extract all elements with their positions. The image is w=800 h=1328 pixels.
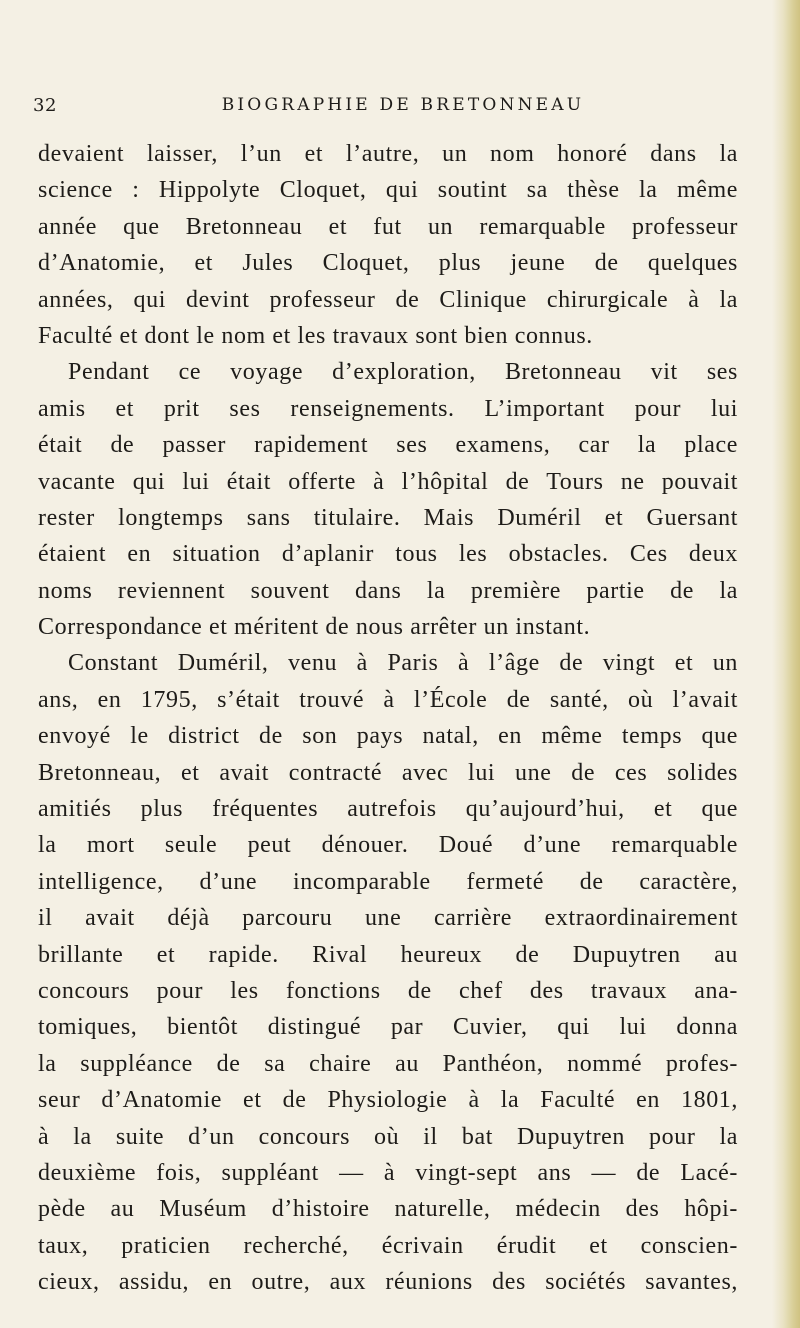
text-line: Correspondance et méritent de nous arrêter un instant.	[38, 614, 591, 641]
text-line: Faculté et dont le nom et les travaux sont bien connus.	[38, 322, 593, 349]
page-edge-shadow	[772, 0, 800, 1328]
text-line: à la suite d’un concours où il bat Dupuytren pour la	[38, 1123, 738, 1150]
text-line: Pendant ce voyage d’exploration, Bretonneau vit ses	[68, 359, 738, 386]
text-line: Bretonneau, et avait contracté avec lui une de ces solides	[38, 759, 738, 786]
text-line: rester longtemps sans titulaire. Mais Duméril et Guersant	[38, 504, 738, 531]
text-line: deuxième fois, suppléant — à vingt-sept ans — de Lacé-	[38, 1159, 738, 1186]
text-line: la suppléance de sa chaire au Panthéon, nommé profes-	[38, 1050, 738, 1077]
text-line: année que Bretonneau et fut un remarquable professeur	[38, 213, 738, 240]
text-line: étaient en situation d’aplanir tous les obstacles. Ces deux	[38, 541, 738, 568]
text-line: science : Hippolyte Cloquet, qui soutint sa thèse la même	[38, 177, 738, 204]
text-line: d’Anatomie, et Jules Cloquet, plus jeune de quelques	[38, 250, 738, 277]
page-number: 32	[33, 95, 57, 116]
text-line: envoyé le district de son pays natal, en même temps que	[38, 723, 738, 750]
text-line: vacante qui lui était offerte à l’hôpital de Tours ne pouvait	[38, 468, 738, 495]
text-line: brillante et rapide. Rival heureux de Dupuytren au	[38, 941, 738, 968]
text-line: la mort seule peut dénouer. Doué d’une remarquable	[38, 832, 738, 859]
text-line: concours pour les fonctions de chef des travaux ana-	[38, 977, 738, 1004]
body-text	[38, 136, 738, 1301]
page-header	[33, 95, 743, 119]
text-line: ans, en 1795, s’était trouvé à l’École de santé, où l’avait	[38, 686, 738, 713]
text-line: pède au Muséum d’histoire naturelle, médecin des hôpi-	[38, 1196, 738, 1223]
text-line: devaient laisser, l’un et l’autre, un nom honoré dans la	[38, 141, 738, 167]
running-title: BIOGRAPHIE DE BRETONNEAU	[221, 95, 585, 115]
text-line: noms reviennent souvent dans la première partie de la	[38, 577, 738, 604]
text-line: intelligence, d’une incomparable fermeté de caractère,	[38, 868, 738, 895]
text-line: amis et prit ses renseignements. L’important pour lui	[38, 395, 738, 422]
text-line: cieux, assidu, en outre, aux réunions des sociétés savantes,	[38, 1269, 738, 1296]
text-line: il avait déjà parcouru une carrière extraordinairement	[38, 905, 738, 932]
text-line: taux, praticien recherché, écrivain érudit et conscien-	[38, 1232, 738, 1259]
text-line: Constant Duméril, venu à Paris à l’âge de vingt et un	[68, 650, 738, 677]
text-line: amitiés plus fréquentes autrefois qu’aujourd’hui, et que	[38, 796, 738, 823]
text-line: années, qui devint professeur de Clinique chirurgicale à la	[38, 286, 738, 313]
text-line: tomiques, bientôt distingué par Cuvier, qui lui donna	[38, 1014, 738, 1041]
text-line: était de passer rapidement ses examens, car la place	[38, 432, 738, 459]
text-line: seur d’Anatomie et de Physiologie à la Faculté en 1801,	[38, 1087, 738, 1114]
